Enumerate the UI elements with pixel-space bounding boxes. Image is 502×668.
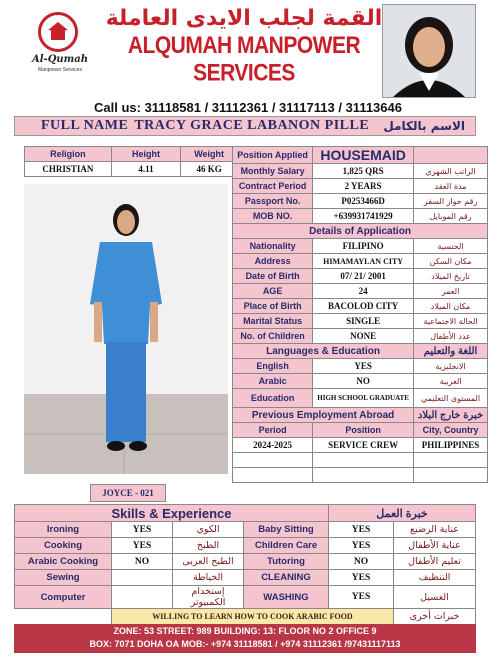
address-label: Address <box>233 254 313 269</box>
english-label: English <box>233 359 313 374</box>
skill-arabic-cooking-label-ar: الطبخ العربى <box>173 554 244 570</box>
details-section-title: Details of Application <box>233 224 488 239</box>
skill-ironing-value: YES <box>112 522 173 538</box>
skills-table <box>14 504 476 625</box>
skill-sewing-value <box>112 570 173 586</box>
skill-computer-label: Computer <box>15 586 112 609</box>
employment-empty-cell <box>313 468 414 483</box>
employment-empty-cell <box>233 468 313 483</box>
education-value: HIGH SCHOOL GRADUATE <box>313 389 414 408</box>
skill-washing-value: YES <box>329 586 394 609</box>
full-body-photo <box>24 184 228 474</box>
skill-children-care-label: Children Care <box>244 538 329 554</box>
skill-babysitting-label-ar: عناية الرضيع <box>394 522 476 538</box>
skill-computer-value <box>112 586 173 609</box>
religion-value: CHRISTIAN <box>25 162 112 177</box>
skill-sewing-label-ar: الخياطة <box>173 570 244 586</box>
weight-value: 46 KG <box>181 162 238 177</box>
footer-address <box>14 624 476 653</box>
full-name-value: TRACY GRACE LABANON PILLE <box>134 118 370 133</box>
employment-section-title: Previous Employment Abroad <box>233 408 414 423</box>
height-value: 4.11 <box>111 162 181 177</box>
position-spacer <box>414 147 488 164</box>
skill-sewing-label: Sewing <box>15 570 112 586</box>
english-company-title: ALQUMAH MANPOWER SERVICES <box>127 32 361 87</box>
employment-empty-cell <box>414 468 488 483</box>
place-of-birth-label-ar: مكان الميلاد <box>414 299 488 314</box>
place-of-birth-value: BACOLOD CITY <box>313 299 414 314</box>
contract-period-label-ar: مدة العقد <box>414 179 488 194</box>
marital-status-label: Marital Status <box>233 314 313 329</box>
dob-label-ar: تاريخ الميلاد <box>414 269 488 284</box>
arabic-company-title: القمة لجلب الايدى العاملة <box>105 6 383 31</box>
logo-subtitle: Manpower Services <box>38 67 82 73</box>
employment-period-value: 2024-2025 <box>233 438 313 453</box>
arabic-label: Arabic <box>233 374 313 389</box>
skill-cleaning-label-ar: التنظيف <box>394 570 476 586</box>
agent-code: JOYCE - 021 <box>90 484 166 502</box>
application-details-table <box>232 146 488 483</box>
footer-line-1: ZONE: 53 STREET: 989 BUILDING: 13: FLOOR NO 2 OFFICE 9 <box>113 626 377 636</box>
children-label-ar: عدد الأطفال <box>414 329 488 344</box>
skill-tutoring-label: Tutoring <box>244 554 329 570</box>
full-name-label-ar: الاسم بالكامل <box>383 119 465 133</box>
skills-section-title: Skills & Experience <box>15 505 329 522</box>
skill-washing-label-ar: الغسيل <box>394 586 476 609</box>
other-skills-spacer <box>15 609 112 625</box>
arabic-value: NO <box>313 374 414 389</box>
skill-cooking-label-ar: الطبخ <box>173 538 244 554</box>
monthly-salary-value: 1,825 QRS <box>313 164 414 179</box>
employment-empty-cell <box>414 453 488 468</box>
contract-period-value: 2 YEARS <box>313 179 414 194</box>
address-label-ar: مكان السكن <box>414 254 488 269</box>
contact-phones: Call us: 31118581 / 31112361 / 31117113 / 31113646 <box>94 100 402 115</box>
education-label-ar: المستوى التعليمي <box>414 389 488 408</box>
weight-header: Weight <box>181 147 238 162</box>
marital-status-value: SINGLE <box>313 314 414 329</box>
monthly-salary-label: Monthly Salary <box>233 164 313 179</box>
skill-cleaning-value: YES <box>329 570 394 586</box>
other-skills-value: WILLING TO LEARN HOW TO COOK ARABIC FOOD <box>112 609 394 625</box>
employment-empty-cell <box>233 453 313 468</box>
skill-children-care-label-ar: عناية الأطفال <box>394 538 476 554</box>
skill-cleaning-label: CLEANING <box>244 570 329 586</box>
employment-empty-cell <box>313 453 414 468</box>
logo-name: Al-Qumah <box>31 54 89 65</box>
nationality-label: Nationality <box>233 239 313 254</box>
other-skills-label-ar: خبرات أخرى <box>394 609 476 625</box>
marital-status-label-ar: الحالة الاجتماعية <box>414 314 488 329</box>
skill-washing-label: WASHING <box>244 586 329 609</box>
passport-value: P0253466D <box>313 194 414 209</box>
headshot-photo <box>382 4 476 98</box>
address-value: HIMAMAYLAN CITY <box>313 254 414 269</box>
skill-ironing-label: Ironing <box>15 522 112 538</box>
religion-header: Religion <box>25 147 112 162</box>
employment-section-title-ar: خبرة خارج البلاد <box>414 408 488 423</box>
mobile-value: +639931741929 <box>313 209 414 224</box>
english-value: YES <box>313 359 414 374</box>
skill-babysitting-value: YES <box>329 522 394 538</box>
age-label: AGE <box>233 284 313 299</box>
footer-line-2: BOX: 7071 DOHA OA MOB:- +974 31118581 / +974 31112361 /97431117113 <box>89 639 401 649</box>
skill-tutoring-value: NO <box>329 554 394 570</box>
passport-label-ar: رقم جواز السفر <box>414 194 488 209</box>
skill-arabic-cooking-value: NO <box>112 554 173 570</box>
english-label-ar: الانجليزية <box>414 359 488 374</box>
position-value: HOUSEMAID <box>313 147 414 164</box>
full-name-bar <box>14 116 476 136</box>
skill-cooking-label: Cooking <box>15 538 112 554</box>
mobile-label: MOB NO. <box>233 209 313 224</box>
skill-ironing-label-ar: الكوي <box>173 522 244 538</box>
cv-sheet <box>14 0 482 668</box>
employment-period-header: Period <box>233 423 313 438</box>
skill-babysitting-label: Baby Sitting <box>244 522 329 538</box>
skill-arabic-cooking-label: Arabic Cooking <box>15 554 112 570</box>
skill-tutoring-label-ar: تعليم الأطفال <box>394 554 476 570</box>
skill-children-care-value: YES <box>329 538 394 554</box>
employment-position-header: Position <box>313 423 414 438</box>
age-value: 24 <box>313 284 414 299</box>
nationality-value: FILIPINO <box>313 239 414 254</box>
physical-table <box>24 146 238 177</box>
age-label-ar: العمر <box>414 284 488 299</box>
height-header: Height <box>111 147 181 162</box>
languages-section-title-ar: اللغة والتعليم <box>414 344 488 359</box>
employment-country-header: City, Country <box>414 423 488 438</box>
languages-section-title: Languages & Education <box>233 344 414 359</box>
skill-computer-label-ar: إستخدام الكمبيوتر <box>173 586 244 609</box>
skill-cooking-value: YES <box>112 538 173 554</box>
employment-country-value: PHILIPPINES <box>414 438 488 453</box>
full-name-label: FULL NAME <box>41 118 129 133</box>
dob-label: Date of Birth <box>233 269 313 284</box>
company-logo <box>20 8 100 76</box>
children-label: No. of Children <box>233 329 313 344</box>
contract-period-label: Contract Period <box>233 179 313 194</box>
skills-section-title-ar: خبرة العمل <box>329 505 476 522</box>
position-label: Position Applied <box>233 147 313 164</box>
education-label: Education <box>233 389 313 408</box>
monthly-salary-label-ar: الراتب الشهري <box>414 164 488 179</box>
passport-label: Passport No. <box>233 194 313 209</box>
arabic-label-ar: العربية <box>414 374 488 389</box>
employment-position-value: SERVICE CREW <box>313 438 414 453</box>
children-value: NONE <box>313 329 414 344</box>
nationality-label-ar: الجنسية <box>414 239 488 254</box>
dob-value: 07/ 21/ 2001 <box>313 269 414 284</box>
mobile-label-ar: رقم الموبايل <box>414 209 488 224</box>
place-of-birth-label: Place of Birth <box>233 299 313 314</box>
